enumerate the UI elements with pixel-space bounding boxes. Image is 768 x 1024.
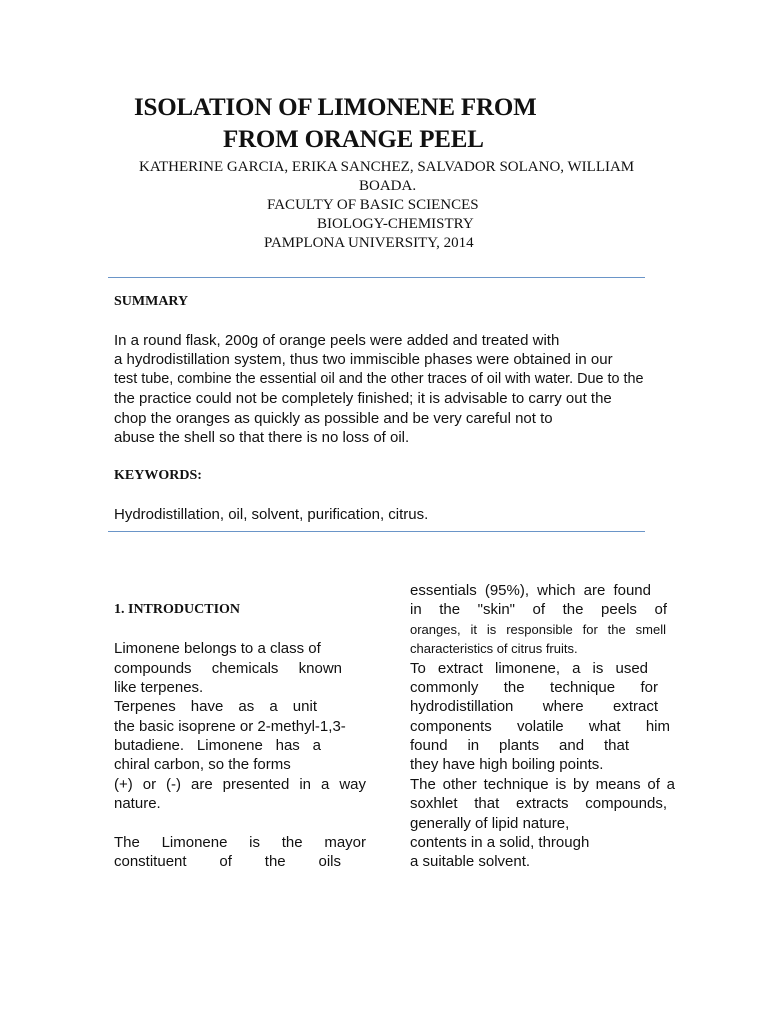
intro-right-line: generally of lipid nature,: [410, 815, 570, 832]
intro-left-line: nature.: [114, 795, 161, 812]
intro-left-line: the basic isoprene or 2-methyl-1,3-: [114, 718, 346, 735]
summary-heading: SUMMARY: [114, 294, 189, 309]
intro-right-line: they have high boiling points.: [410, 756, 604, 773]
bottom-divider: [108, 531, 645, 532]
intro-left-line: like terpenes.: [114, 679, 204, 696]
summary-line: test tube, combine the essential oil and the other traces of oil with water. Due to the: [114, 371, 644, 387]
intro-right-line: To extract limonene, a is used: [410, 660, 648, 677]
intro-right-line: components volatile what him: [410, 718, 670, 735]
paper-title-line-1: ISOLATION OF LIMONENE FROM: [134, 94, 537, 121]
intro-right-line: contents in a solid, through: [410, 834, 590, 851]
intro-right-line: The other technique is by means of a: [410, 776, 675, 793]
intro-right-line: hydrodistillation where extract: [410, 698, 658, 715]
summary-line: a hydrodistillation system, thus two immiscible phases were obtained in our: [114, 351, 613, 368]
intro-left-line: chiral carbon, so the forms: [114, 756, 291, 773]
summary-line: In a round flask, 200g of orange peels were added and treated with: [114, 332, 560, 349]
intro-right-line: characteristics of citrus fruits.: [410, 641, 578, 656]
intro-right-line: in the "skin" of the peels of: [410, 601, 667, 618]
authors-line-1: KATHERINE GARCIA, ERIKA SANCHEZ, SALVADOR SOLANO, WILLIAM: [139, 159, 635, 175]
program: BIOLOGY-CHEMISTRY: [317, 216, 474, 232]
intro-right-line: found in plants and that: [410, 737, 629, 754]
intro-left-line: (+) or (-) are presented in a way: [114, 776, 366, 793]
paper-title-line-2: FROM ORANGE PEEL: [223, 126, 484, 153]
summary-line: the practice could not be completely finished; it is advisable to carry out the: [114, 390, 612, 407]
introduction-heading: 1. INTRODUCTION: [114, 602, 241, 617]
intro-left-line: Terpenes have as a unit: [114, 698, 317, 715]
university: PAMPLONA UNIVERSITY, 2014: [264, 235, 474, 251]
summary-line: abuse the shell so that there is no loss of oil.: [114, 429, 410, 446]
intro-right-line: commonly the technique for: [410, 679, 658, 696]
intro-right-line: oranges, it is responsible for the smell: [410, 622, 666, 637]
top-divider: [108, 277, 645, 278]
intro-left-line: constituent of the oils: [114, 853, 341, 870]
intro-left-line: compounds chemicals known: [114, 660, 342, 677]
intro-left-line: Limonene belongs to a class of: [114, 640, 321, 657]
intro-left-line: The Limonene is the mayor: [114, 834, 366, 851]
intro-right-line: a suitable solvent.: [410, 853, 531, 870]
intro-right-line: essentials (95%), which are found: [410, 582, 651, 599]
authors-line-2: BOADA.: [359, 178, 417, 194]
keywords-text: Hydrodistillation, oil, solvent, purification, citrus.: [114, 506, 429, 523]
intro-right-line: soxhlet that extracts compounds,: [410, 795, 667, 812]
faculty: FACULTY OF BASIC SCIENCES: [267, 197, 479, 213]
keywords-heading: KEYWORDS:: [114, 468, 202, 483]
intro-left-line: butadiene. Limonene has a: [114, 737, 321, 754]
summary-line: chop the oranges as quickly as possible and be very careful not to: [114, 410, 553, 427]
